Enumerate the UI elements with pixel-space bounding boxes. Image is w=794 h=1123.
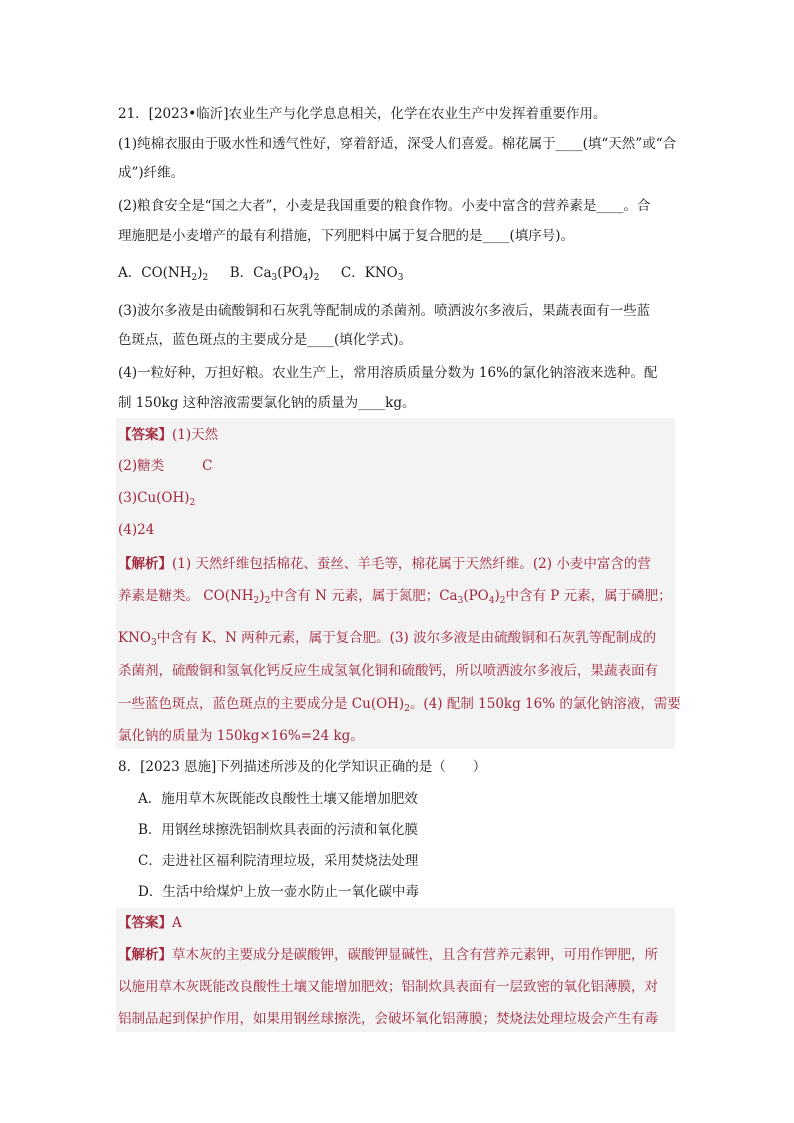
q8-answer: 【答案】A: [118, 915, 182, 931]
q21-answer-line2: (2)糖类 C: [118, 458, 213, 474]
q21-explanation-line4: 杀菌剂，硫酸铜和氢氧化钙反应生成氢氧化铜和硫酸钙，所以喷洒波尔多液后，果蔬表面有: [118, 663, 658, 679]
q8-explanation-line3: 铝制品起到保护作用，如果用钢丝球擦洗，会破坏氧化铝薄膜；焚烧法处理垃圾会产生有毒: [118, 1011, 658, 1027]
q21-answer-line1: 【答案】(1)天然: [118, 427, 219, 443]
q21-explanation-line6: 氯化钠的质量为 150kg×16%=24 kg。: [118, 728, 364, 744]
q21-line1: 21．[2023•临沂]农业生产与化学息息相关，化学在农业生产中发挥着重要作用。: [118, 106, 607, 122]
q21-answer-line4: (4)24: [118, 522, 155, 538]
q8-option-c: C．走进社区福利院清理垃圾，采用焚烧法处理: [138, 853, 419, 869]
q21-explanation-line5: 一些蓝色斑点，蓝色斑点的主要成分是 $Cu(OH)_2$。(4) 配制 150kg 16% 的氯化钠溶液，需要: [118, 696, 681, 714]
q21-part1-line1: (1)纯棉衣服由于吸水性和透气性好，穿着舒适，深受人们喜爱。棉花属于____(填“天然”或“合: [118, 136, 677, 152]
q8-option-d: D．生活中给煤炉上放一壶水防止一氧化碳中毒: [138, 884, 419, 900]
q21-part4-line1: (4)一粒好种，万担好粮。农业生产上，常用溶质质量分数为 16%的氯化钠溶液来选种。配: [118, 365, 658, 381]
q21-options: [118, 263, 403, 288]
q21-explanation-line2: 养素是糖类。 $CO(NH_2)_2$中含有 N 元素，属于氮肥；$Ca_3(PO_4)_2$中含有 P 元素，属于磷肥；: [118, 588, 672, 606]
q21-part3-line2: 色斑点，蓝色斑点的主要成分是____(填化学式)。: [118, 332, 413, 348]
q8-option-a: A．施用草木灰既能改良酸性土壤又能增加肥效: [138, 791, 418, 807]
q21-option-a: A．$CO(NH_2)_2$: [118, 265, 209, 283]
q21-option-b: B．$Ca_3(PO_4)_2$: [229, 265, 320, 283]
q8-explanation-line1: 【解析】草木灰的主要成分是碳酸钾，碳酸钾显碱性，且含有营养元素钾，可用作钾肥，所: [118, 947, 658, 963]
q21-part2-line1: (2)粮食安全是“国之大者”，小麦是我国重要的粮食作物。小麦中富含的营养素是____。合: [118, 198, 651, 214]
q21-explanation-line1: 【解析】(1) 天然纤维包括棉花、蚕丝、羊毛等，棉花属于天然纤维。(2) 小麦中富含的营: [118, 556, 651, 572]
q21-part3-line1: (3)波尔多液是由硫酸铜和石灰乳等配制成的杀菌剂。喷洒波尔多液后，果蔬表面有一些蓝: [118, 303, 651, 319]
q8-option-b: B．用钢丝球擦洗铝制炊具表面的污渍和氧化膜: [138, 822, 418, 838]
q21-part4-line2: 制 150kg 这种溶液需要氯化钠的质量为____kg。: [118, 395, 416, 411]
q21-option-c: C．$KNO_3$: [340, 265, 404, 283]
q21-answer-line3: $(3)Cu(OH)_2$: [118, 490, 196, 508]
q8-explanation-line2: 以施用草木灰既能改良酸性土壤又能增加肥效；铝制炊具表面有一层致密的氧化铝薄膜，对: [118, 979, 658, 995]
q21-stem: [118, 104, 607, 124]
q21-explanation-line3: $KNO_3$中含有 K、N 两种元素，属于复合肥。(3) 波尔多液是由硫酸铜和石灰乳等配制成的: [118, 630, 657, 648]
q21-part1-line2: 成”)纤维。: [118, 165, 185, 181]
q21-part2-line2: 理施肥是小麦增产的最有利措施，下列肥料中属于复合肥的是____(填序号)。: [118, 228, 575, 244]
q8-stem: 8．[2023 恩施]下列描述所涉及的化学知识正确的是（ ）: [118, 759, 487, 775]
